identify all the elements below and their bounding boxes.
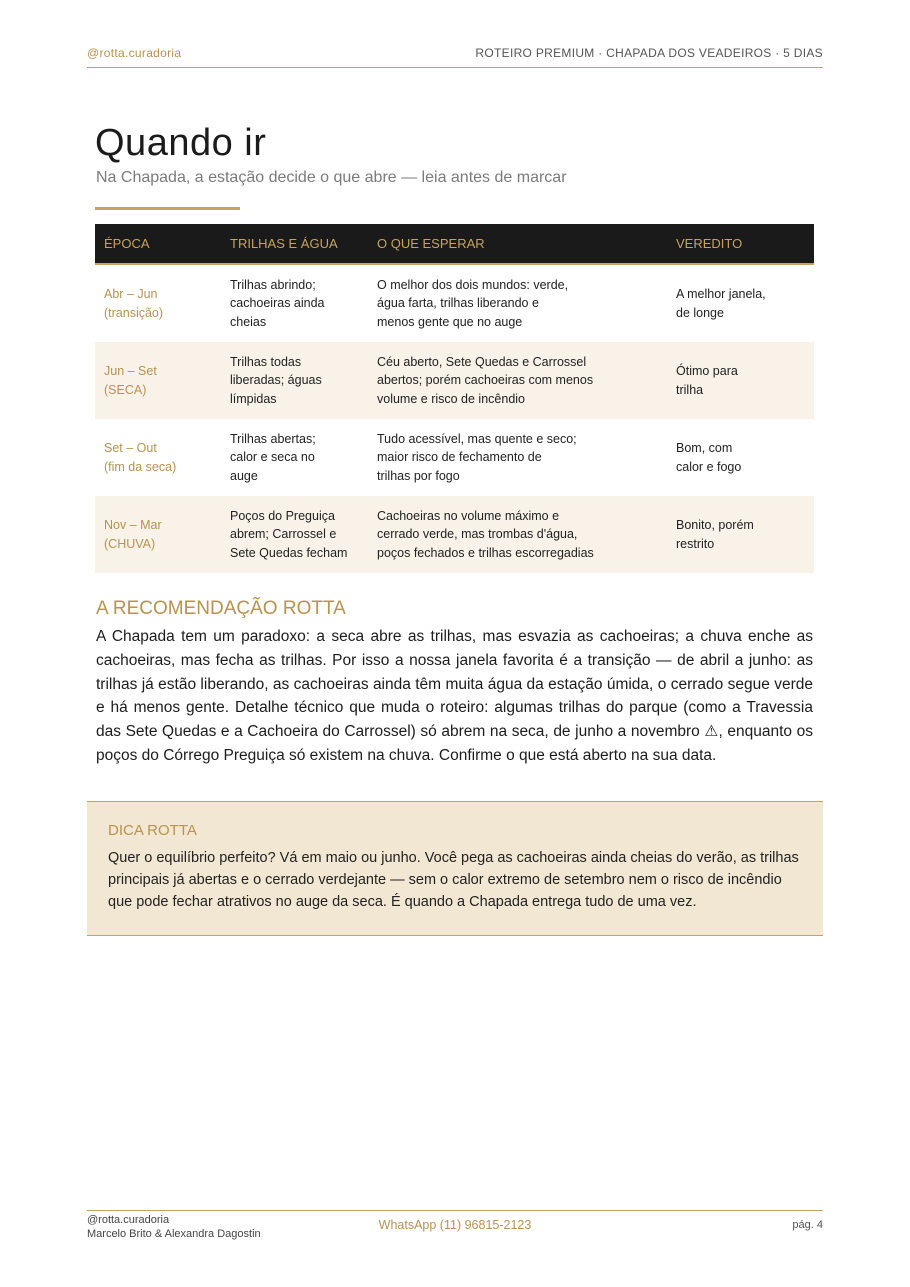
cell-esperar: Céu aberto, Sete Quedas e Carrossel abertos; porém cachoeiras com menos volume e risco de incêndio xyxy=(368,342,667,419)
cell-epoca: Abr – Jun (transição) xyxy=(104,286,164,320)
cell-veredito: Bom, com calor e fogo xyxy=(676,440,742,474)
header-veredito: VEREDITO xyxy=(667,224,814,264)
header-doc-title: ROTEIRO PREMIUM · CHAPADA DOS VEADEIROS · 5 DIAS xyxy=(475,46,823,60)
header-trilhas: TRILHAS E ÁGUA xyxy=(221,224,368,264)
cell-trilhas: Trilhas abrindo; cachoeiras ainda cheias xyxy=(230,277,325,329)
recommendation-text: A Chapada tem um paradoxo: a seca abre as trilhas, mas esvazia as cachoeiras; a chuva enche as cachoeiras, mas fecha as trilhas. Por isso a nossa janela favorita é a transição — de abril a junho: as trilhas já estão liberando, as cachoeiras ainda têm muita água da estação úmida, o cerrado segue verde e há menos gente. Detalhe técnico que muda o roteiro: algumas trilhas do parque (como a Travessia das Sete Quedas e a Cachoeira do Carrossel) só abrem na seca, de junho a novembro ⚠, enquanto os poços do Córrego Preguiça só existem na chuva. Confirme o que está aberto na sua data. xyxy=(96,628,813,764)
recommendation-title: A RECOMENDAÇÃO ROTTA xyxy=(96,598,346,619)
page-number: pág. 4 xyxy=(792,1219,823,1231)
header-brand: @rotta.curadoria xyxy=(87,46,182,60)
header-esperar: O QUE ESPERAR xyxy=(368,224,667,264)
cell-esperar: Tudo acessível, mas quente e seco; maior risco de fechamento de trilhas por fogo xyxy=(377,431,577,483)
page-title: Quando ir xyxy=(95,122,267,164)
cell-veredito: A melhor janela, de longe xyxy=(676,286,766,320)
cell-epoca: Jun – Set (SECA) xyxy=(95,342,221,419)
cell-esperar: Cachoeiras no volume máximo e cerrado verde, mas trombas d'água, poços fechados e trilhas escorregadias xyxy=(368,496,667,573)
cell-trilhas: Trilhas abertas; calor e seca no auge xyxy=(230,431,316,483)
table-row xyxy=(95,342,814,419)
title-rule xyxy=(95,207,240,210)
footer-whatsapp-link[interactable]: WhatsApp (11) 96815-2123 xyxy=(378,1218,532,1232)
page-footer xyxy=(87,1210,823,1251)
cell-trilhas: Trilhas todas liberadas; águas límpidas xyxy=(221,342,368,419)
cell-veredito: Ótimo para trilha xyxy=(667,342,814,419)
cell-esperar: O melhor dos dois mundos: verde, água farta, trilhas liberando e menos gente que no auge xyxy=(377,277,569,329)
table-row xyxy=(95,419,814,496)
tip-title: DICA ROTTA xyxy=(108,822,197,839)
page-subtitle: Na Chapada, a estação decide o que abre — leia antes de marcar xyxy=(96,169,567,186)
table-row xyxy=(95,496,814,573)
season-table xyxy=(95,224,814,573)
table-header-row xyxy=(95,224,814,264)
footer-authors: Marcelo Brito & Alexandra Dagostin xyxy=(87,1228,261,1240)
page-header xyxy=(87,44,823,68)
cell-epoca: Nov – Mar (CHUVA) xyxy=(95,496,221,573)
cell-veredito: Bonito, porém restrito xyxy=(667,496,814,573)
cell-epoca: Set – Out (fim da seca) xyxy=(104,440,177,474)
header-epoca: ÉPOCA xyxy=(95,224,221,264)
table-row xyxy=(95,264,814,342)
tip-box xyxy=(87,801,823,936)
footer-brand: @rotta.curadoria xyxy=(87,1214,170,1226)
cell-trilhas: Poços do Preguiça abrem; Carrossel e Sete Quedas fecham xyxy=(221,496,368,573)
tip-text: Quer o equilíbrio perfeito? Vá em maio ou junho. Você pega as cachoeiras ainda cheias do verão, as trilhas principais já abertas e o cerrado verdejante — sem o calor extremo de setembro nem o risco de incêndio que pode fechar atrativos no auge da seca. É quando a Chapada entrega tudo de uma vez. xyxy=(108,850,799,910)
